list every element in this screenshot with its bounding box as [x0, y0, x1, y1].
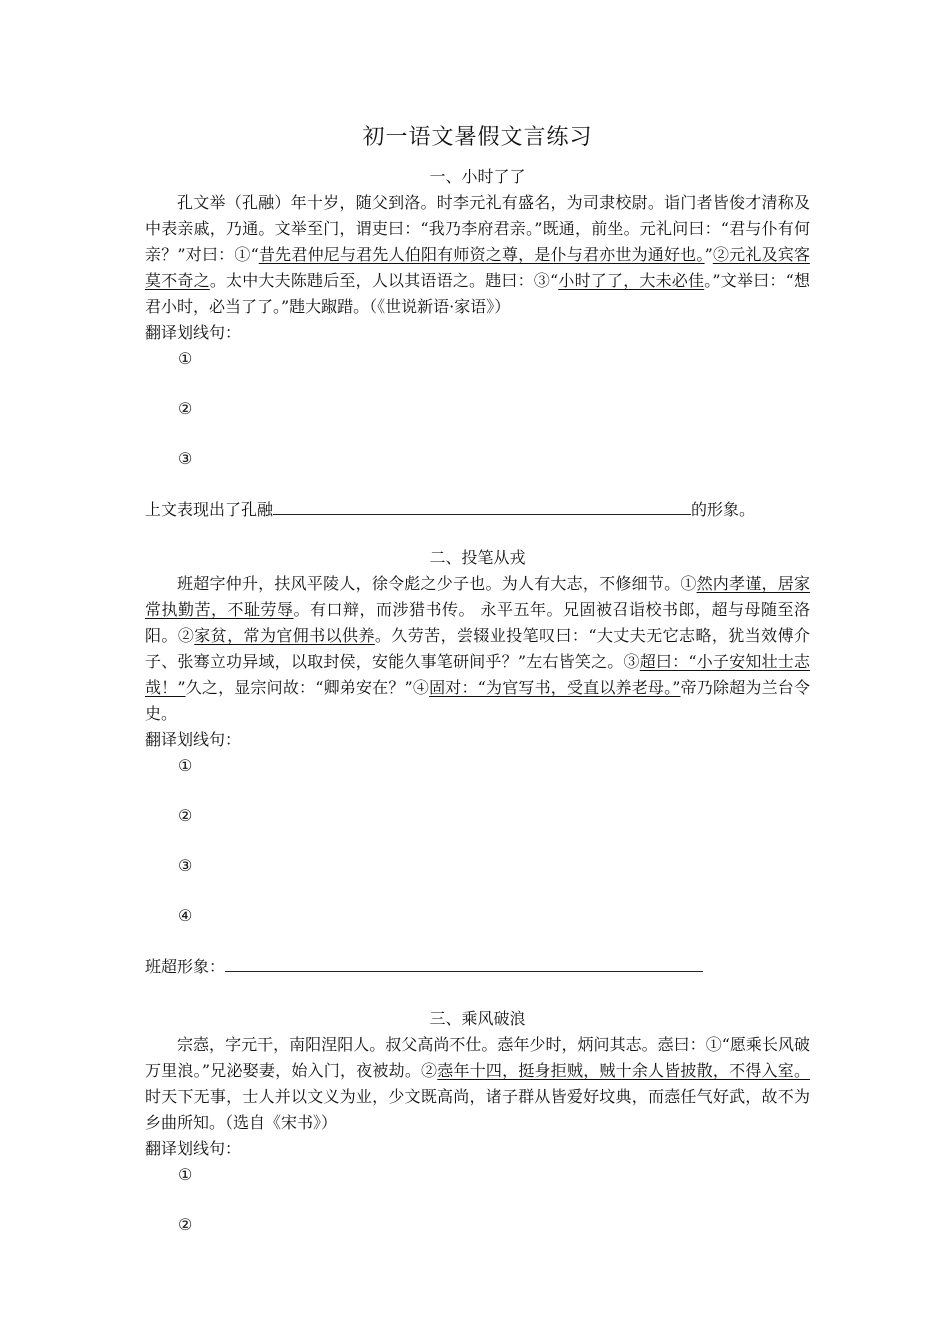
passage-text: [145, 1032, 810, 1136]
section-heading: 三、乘风破浪: [429, 1009, 526, 1028]
answer-number: ②: [178, 399, 193, 418]
page-title: 初一语文暑假文言练习: [362, 125, 593, 150]
text-segment: 。太中大夫陈韪后至，人以其语语之。韪曰：③“: [209, 271, 559, 290]
text-segment: 宗悫，字元干，南阳涅阳人。叔父高尚不仕。悫年少时，炳问其志。悫曰：①“愿乘长风破万里浪。”兄泌娶妻，始入门，夜被劫。②: [145, 1035, 810, 1080]
translate-label: 翻译划线句：: [145, 1139, 242, 1158]
answer-number: ①: [178, 349, 193, 368]
fill-prefix: 上文表现出了孔融: [145, 500, 274, 519]
text-segment: ”: [704, 245, 713, 264]
answer-number: ③: [178, 449, 193, 468]
answer-number: ①: [178, 756, 193, 775]
section-heading: 一、小时了了: [429, 167, 526, 186]
answer-number: ②: [178, 1215, 193, 1234]
answer-number: ③: [178, 856, 193, 875]
passage-text: [145, 571, 810, 727]
text-segment: 时天下无事，士人并以文义为业，少文既高尚，诸子群从皆爱好坟典，而悫任气好武，故不为乡曲所知。（选自《宋书》）: [145, 1087, 810, 1132]
text-segment: 班超字仲升，扶风平陵人，徐令彪之少子也。为人有大志，不修细节。①: [177, 574, 697, 593]
section-3: [145, 1006, 810, 1262]
answer-number: ④: [178, 906, 193, 925]
fill-prefix: 班超形象：: [145, 957, 226, 976]
underlined-sentence: 小时了了，大未必佳: [558, 271, 705, 290]
text-segment: 。有口辩，而涉猎书传。 永平五年。兄固被召诣校书郎，超与母随至洛阳。②: [145, 600, 810, 645]
text-segment: 帝乃除超为兰台令史。: [145, 678, 810, 723]
underlined-sentence: 昔先君仲尼与君先人伯阳有师资之尊，是仆与君亦世为通好也。: [258, 245, 705, 264]
fill-blank[interactable]: [225, 953, 703, 972]
text-segment: 。”文举曰：“想君小时，必当了了。”韪大踧踖。（《世说新语·家语》）: [145, 271, 810, 316]
passage-text: [145, 190, 810, 320]
image-question: [145, 496, 810, 523]
text-segment: 孔文举（孔融）年十岁，随父到洛。时李元礼有盛名，为司隶校尉。诣门者皆俊才清称及中表亲戚，乃通。文举至门，谓吏曰：“我乃李府君亲。”既通，前坐。元礼问曰：“君与仆有何亲？”对曰：①“: [145, 193, 810, 264]
underlined-sentence: 超曰：“小子安知壮士志哉！”: [145, 652, 810, 697]
answer-number: ②: [178, 806, 193, 825]
text-segment: 久之，显宗问故：“卿弟安在？”④: [185, 678, 430, 697]
underlined-sentence: 家贫，常为官佣书以供养: [194, 626, 375, 645]
fill-blank[interactable]: [273, 496, 691, 515]
fill-suffix: 的形象。: [691, 500, 756, 519]
underlined-sentence: 固对：“为官写书，受直以养老母。”: [429, 678, 681, 697]
answer-number: ①: [178, 1165, 193, 1184]
section-2: [145, 545, 810, 980]
text-segment: 。久劳苦，尝辍业投笔叹曰：“大丈夫无它志略，犹当效傅介子、张骞立功异域，以取封侯，安能久事笔研间乎？”左右皆笑之。③: [145, 626, 810, 671]
section-1: [145, 164, 810, 523]
worksheet-content: [145, 118, 810, 1262]
section-heading: 二、投笔从戎: [429, 548, 526, 567]
underlined-sentence: ②元礼及宾客莫不奇之: [145, 245, 810, 290]
translate-label: 翻译划线句：: [145, 323, 242, 342]
image-question: [145, 953, 810, 980]
translate-label: 翻译划线句：: [145, 730, 242, 749]
underlined-sentence: 悫年十四，挺身拒贼，贼十余人皆披散，不得入室。: [437, 1061, 810, 1080]
underlined-sentence: 然内孝谨，居家常执勤苦，不耻劳辱: [145, 574, 810, 619]
